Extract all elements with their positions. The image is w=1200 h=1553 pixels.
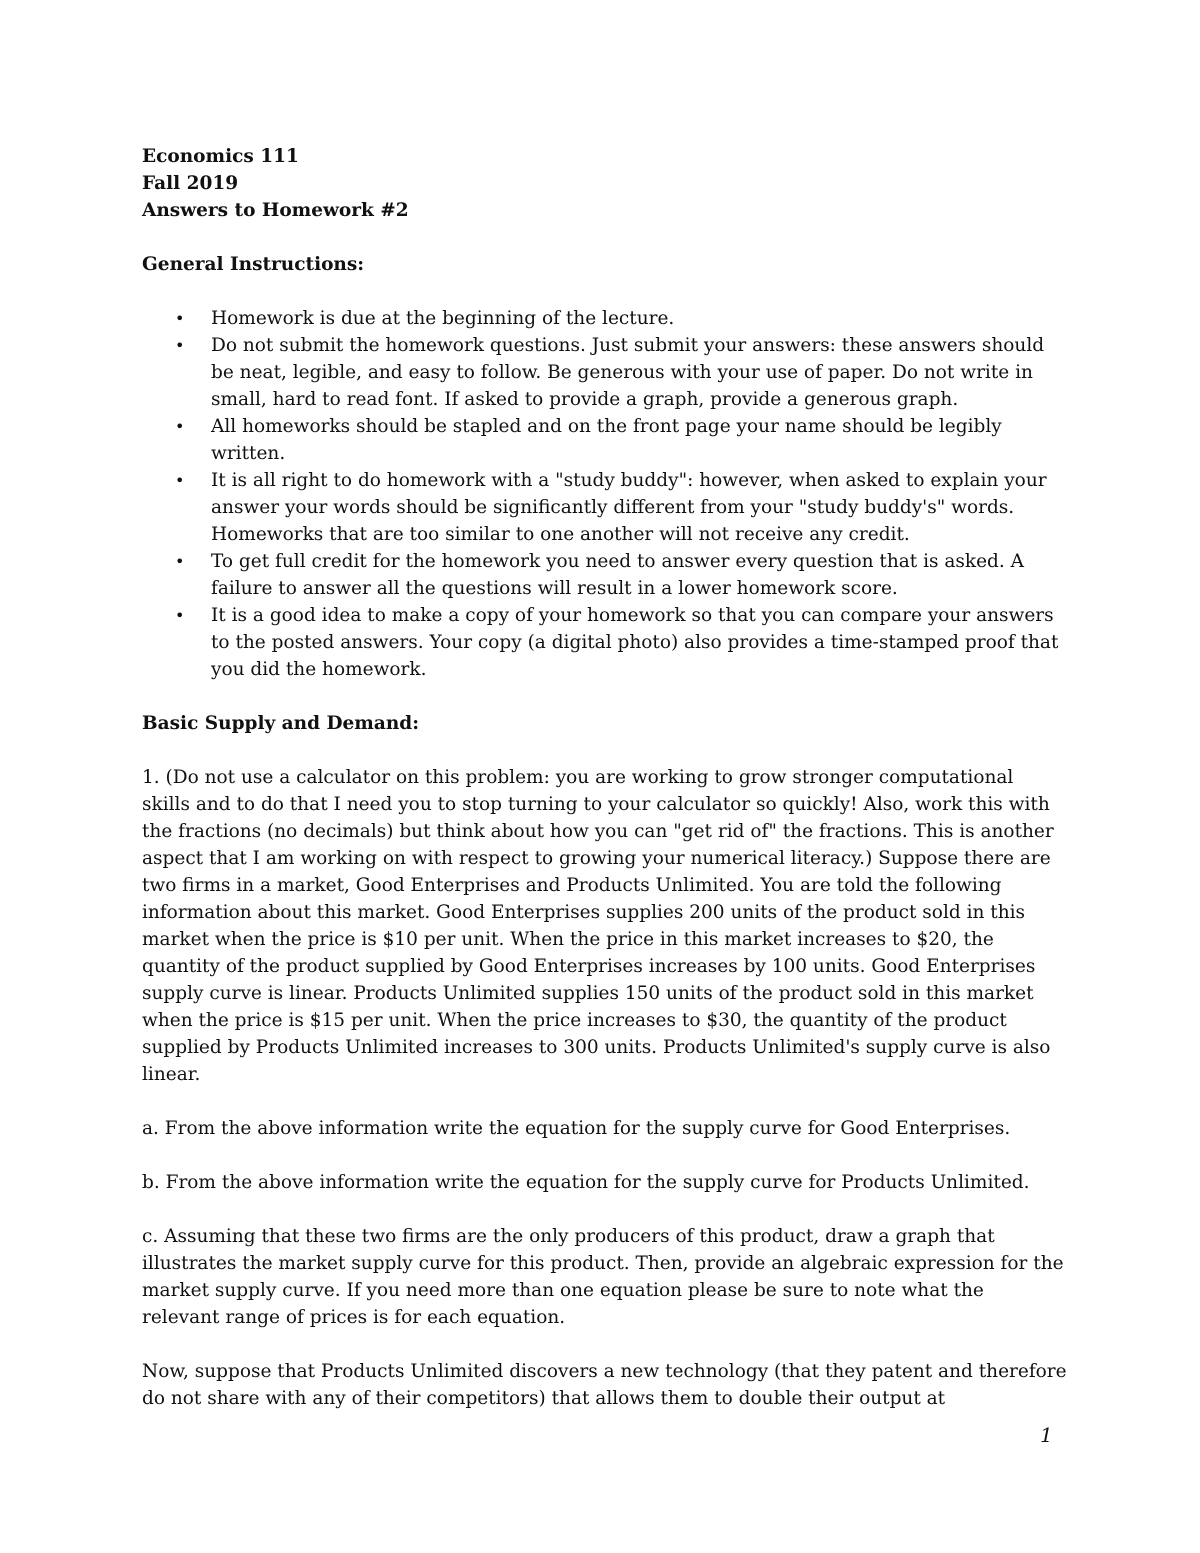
instruction-text: To get full credit for the homework you need to answer every question that is asked. A failure to answer all the questions will result in a lower homework score. [211,551,1025,599]
general-instructions-heading: General Instructions: [142,254,365,275]
spacer [142,1142,1067,1169]
bullet-icon: • [175,309,185,328]
bullet-icon: • [175,417,185,436]
list-item [142,305,1067,332]
question-1-part-c: c. Assuming that these two firms are the only producers of this product, draw a graph that illustrates the market supply curve for this product. Then, provide an algebraic expression for the market supply curve. If you need more than one equation please be sure to note what the relevant range of prices is for each equation. [142,1226,1064,1328]
spacer [142,683,1067,710]
page-number: 1 [1040,1423,1053,1447]
instruction-text: Do not submit the homework questions. Just submit your answers: these answers should be neat, legible, and easy to follow. Be generous with your use of paper. Do not write in small, hard to read font. If asked to provide a graph, provide a generous graph. [211,335,1045,410]
bullet-icon: • [175,471,185,490]
basic-supply-demand-heading: Basic Supply and Demand: [142,713,420,734]
term: Fall 2019 [142,173,239,194]
document-body [142,143,1067,1412]
spacer [142,1331,1067,1358]
document-title: Answers to Homework #2 [142,200,409,221]
spacer [142,1088,1067,1115]
spacer [142,1196,1067,1223]
question-1-part-b: b. From the above information write the equation for the supply curve for Products Unlimited. [142,1172,1030,1193]
list-item [142,467,1067,548]
question-1-part-a: a. From the above information write the equation for the supply curve for Good Enterprises. [142,1118,1011,1139]
bullet-icon: • [175,606,185,625]
instruction-text: It is all right to do homework with a "study buddy": however, when asked to explain your answer your words should be significantly different from your "study buddy's" words. Homeworks that are too similar to one another will not receive any credit. [211,470,1047,545]
list-item [142,548,1067,602]
instruction-text: It is a good idea to make a copy of your homework so that you can compare your answers to the posted answers. Your copy (a digital photo) also provides a time-stamped proof that you did the homework. [211,605,1059,680]
instructions-list [142,305,1067,683]
spacer [142,224,1067,251]
instruction-text: Homework is due at the beginning of the lecture. [211,308,675,329]
bullet-icon: • [175,552,185,571]
list-item [142,413,1067,467]
list-item [142,602,1067,683]
spacer [142,737,1067,764]
document-header [142,143,1067,224]
list-item [142,332,1067,413]
question-1-continuation: Now, suppose that Products Unlimited discovers a new technology (that they patent and therefore do not share with any of their competitors) that allows them to double their output at [142,1361,1067,1409]
question-1: 1. (Do not use a calculator on this problem: you are working to grow stronger computational skills and to do that I need you to stop turning to your calculator so quickly! Also, work this with the fractions (no decimals) but think about how you can "get rid of" the fractions. This is another aspect that I am working on with respect to growing your numerical literacy.) Suppose there are two firms in a market, Good Enterprises and Products Unlimited. You are told the following information about this market. Good Enterprises supplies 200 units of the product sold in this market when the price is $10 per unit. When the price in this market increases to $20, the quantity of the product supplied by Good Enterprises increases by 100 units. Good Enterprises supply curve is linear. Products Unlimited supplies 150 units of the product sold in this market when the price is $15 per unit. When the price increases to $30, the quantity of the product supplied by Products Unlimited increases to 300 units. Products Unlimited's supply curve is also linear. [142,767,1054,1085]
course-name: Economics 111 [142,146,299,167]
spacer [142,278,1067,305]
instruction-text: All homeworks should be stapled and on the front page your name should be legibly written. [211,416,1002,464]
bullet-icon: • [175,336,185,355]
